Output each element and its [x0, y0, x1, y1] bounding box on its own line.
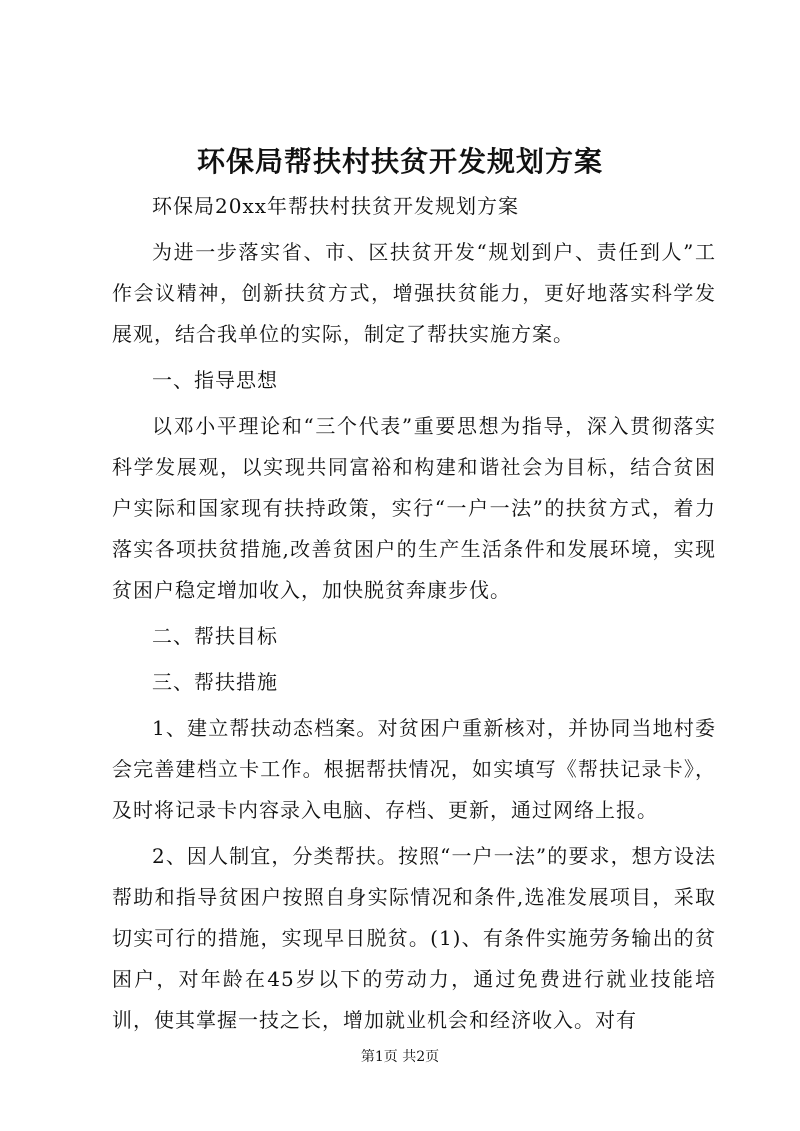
measure-2-paragraph: 2、因人制宜，分类帮扶。按照“一户一法”的要求，想方设法帮助和指导贫困户按照自身实际情况和条件,选准发展项目，采取切实可行的措施，实现早日脱贫。(1)、有条件实施劳务输出的贫困户，对年龄在45岁以下的劳动力，通过免费进行就业技能培训，使其掌握一技之长，增加就业机会和经济收入。对有 [112, 844, 716, 1032]
section-heading-guiding-thought: 一、指导思想 [152, 368, 278, 392]
intro-paragraph: 为进一步落实省、市、区扶贫开发“规划到户、责任到人”工作会议精神，创新扶贫方式，增强扶贫能力，更好地落实科学发展观，结合我单位的实际，制定了帮扶实施方案。 [112, 240, 716, 346]
document-title: 环保局帮扶村扶贫开发规划方案 [196, 145, 603, 178]
guiding-thought-paragraph: 以邓小平理论和“三个代表”重要思想为指导，深入贯彻落实科学发展观，以实现共同富裕和构建和谐社会为目标，结合贫困户实际和国家现有扶持政策，实行“一户一法”的扶贫方式，着力落实各项扶贫措施,改善贫困户的生产生活条件和发展环境，实现贫困户稳定增加收入，加快脱贫奔康步伐。 [112, 414, 716, 602]
page-footer: 第1页 共2页 [360, 1049, 440, 1065]
section-heading-goals: 二、帮扶目标 [152, 624, 278, 648]
section-heading-measures: 三、帮扶措施 [152, 670, 278, 694]
measure-1-paragraph: 1、建立帮扶动态档案。对贫困户重新核对，并协同当地村委会完善建档立卡工作。根据帮扶情况，如实填写《帮扶记录卡》，及时将记录卡内容录入电脑、存档、更新，通过网络上报。 [112, 716, 716, 822]
document-body [112, 186, 716, 1041]
subtitle-paragraph: 环保局20xx年帮扶村扶贫开发规划方案 [152, 194, 520, 218]
